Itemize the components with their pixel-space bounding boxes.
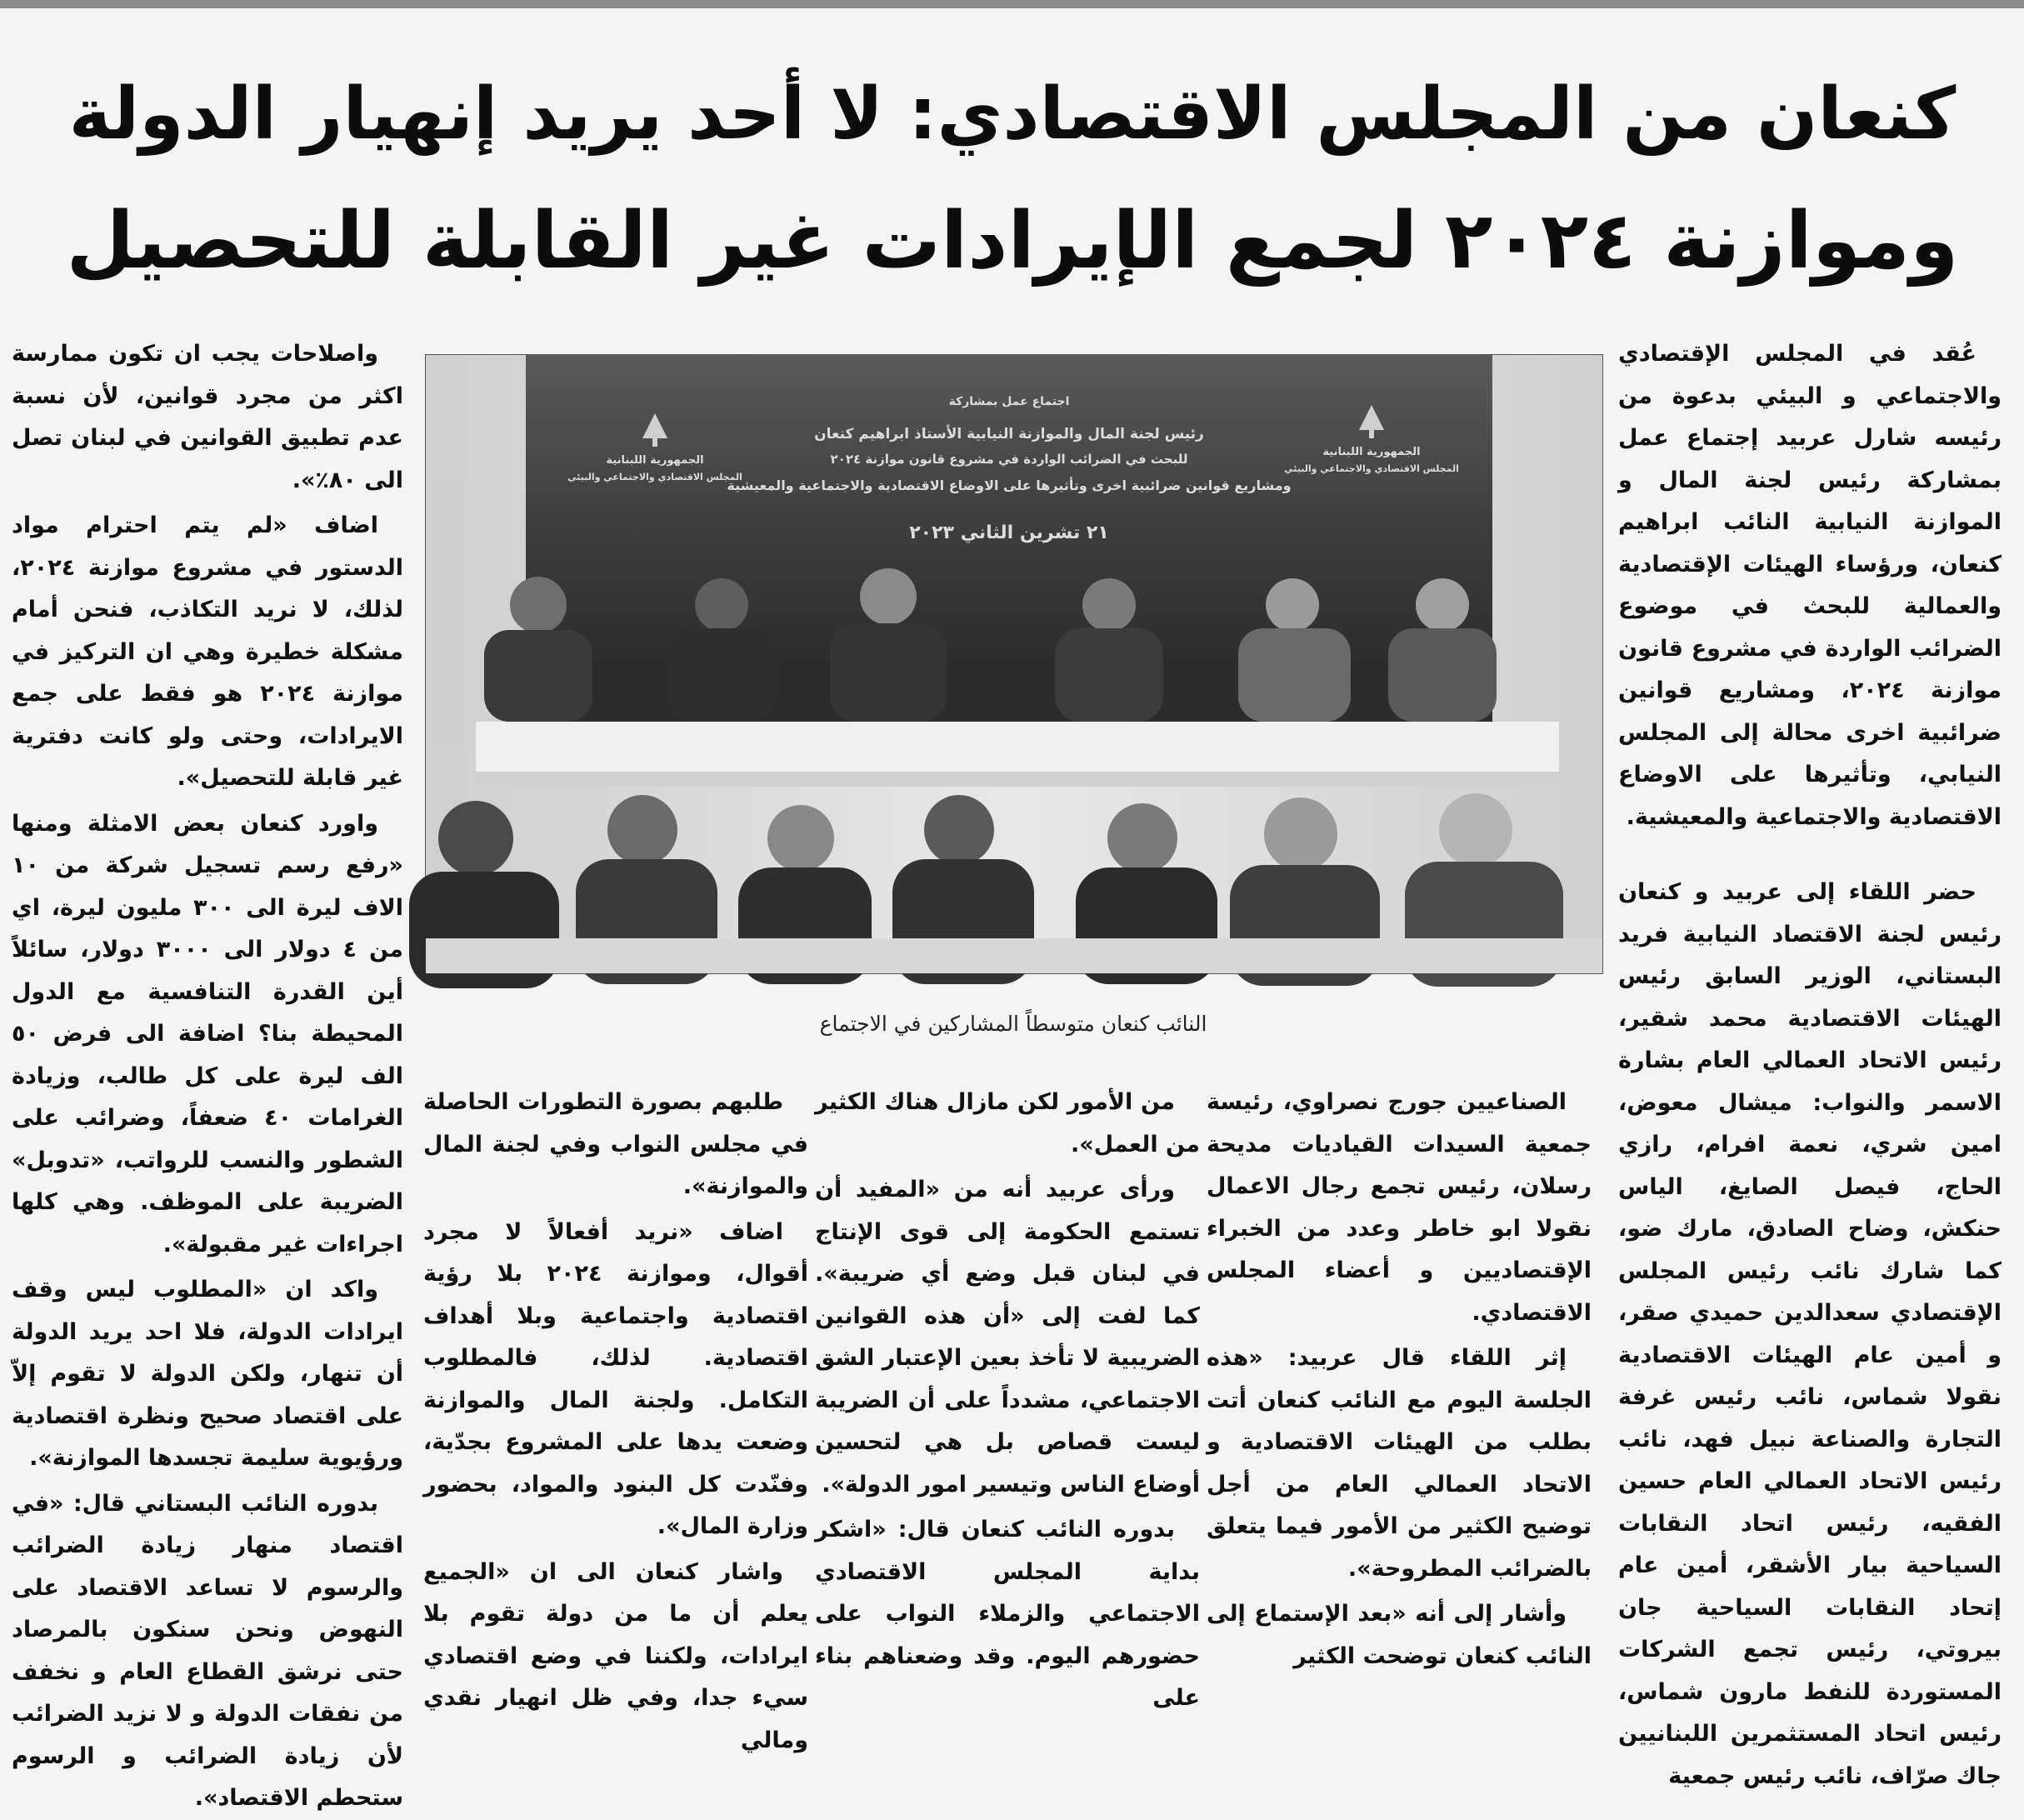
- paragraph: اضاف «نريد أفعالاً لا مجرد أقوال، وموازنة ٢٠٢٤ بلا رؤية اقتصادية واجتماعية وبلا أهداف اقتصادية. لذلك، فالمطلوب التكامل. ولجنة المال والموازنة وضعت يدها على المشروع بجدّية، وفنّدت كل البنود والمواد، بحضور وزارة المال».: [423, 1218, 809, 1539]
- paragraph: اضاف «لم يتم احترام مواد الدستور في مشروع موازنة ٢٠٢٤، لذلك، لا نريد التكاذب، فنحن أمام مشكلة خطيرة وهي ان التركيز في موازنة ٢٠٢٤ هو فقط على جمع الايرادات، وحتى ولو كانت دفترية غير قابلة للتحصيل».: [12, 512, 403, 791]
- article-column-middle-right: [1207, 1082, 1592, 1669]
- screen-logo-left: الجمهورية اللبنانية: [606, 454, 704, 467]
- article-column-left: [12, 333, 403, 1811]
- paragraph: طلبهم بصورة التطورات الحاصلة في مجلس النواب وفي لجنة المال والموازنة».: [423, 1089, 808, 1199]
- paragraph: ورأى عربيد أنه من «المفيد أن تستمع الحكومة إلى قوى الإنتاج في لبنان قبل وضع أي ضريبة». كما لفت إلى «أن هذه القوانين الضريبية لا تأخذ بعين الإعتبار الشق الاجتماعي، مشدداً على أن الضريبة ليست قصاص بل هي لتحسين أوضاع الناس وتيسير امور الدولة».: [815, 1177, 1200, 1498]
- screen-line-2: رئيس لجنة المال والموازنة النيابية الأستاذ ابراهيم كنعان: [814, 426, 1204, 442]
- screen-line-1: اجتماع عمل بمشاركة: [948, 395, 1070, 408]
- screen-line-4: ومشاريع قوانين ضرائبية اخرى وتأثيرها على الاوضاع الاقتصادية والاجتماعية والمعيشية: [727, 478, 1292, 493]
- paragraph: بدوره النائب كنعان قال: «اشكر بداية المجلس الاقتصادي الاجتماعي والزملاء النواب على حضورهم اليوم. وقد وضعناهم بناء على: [815, 1517, 1200, 1711]
- headline-line-1: كنعان من المجلس الاقتصادي: لا أحد يريد إنهيار الدولة: [68, 72, 1957, 156]
- paragraph: واورد كنعان بعض الامثلة ومنها «رفع رسم تسجيل شركة من ١٠ الاف ليرة الى ٣٠٠ مليون ليرة، اي من ٤ دولار الى ٣٠٠٠ دولار، سائلاً أين القدرة التنافسية مع الدول المحيطة بنا؟ اضافة الى فرض ٥٠ الف ليرة على كل طالب، وزيادة الغرامات ٤٠ ضعفاً، وضرائب على الشطور والنسب للرواتب، «تدوبل» الضريبة على الموظف. وهي كلها اجراءات غير مقبولة».: [12, 810, 403, 1258]
- screen-line-3: للبحث في الضرائب الواردة في مشروع قانون موازنة ٢٠٢٤: [830, 452, 1188, 467]
- top-rule: [0, 0, 2024, 8]
- screen-date: ٢١ تشرين الثاني ٢٠٢٣: [909, 522, 1109, 543]
- paragraph: واكد ان «المطلوب ليس وقف ايرادات الدولة، فلا احد يريد الدولة أن تنهار، ولكن الدولة لا تقوم إلاّ على اقتصاد صحيح ونظرة اقتصادية ورؤيوية سليمة تجسدها الموازنة».: [12, 1277, 403, 1471]
- paragraph: الصناعيين جورج نصراوي، رئيسة جمعية السيدات القياديات مديحة رسلان، رئيس تجمع رجال الاعمال نقولا ابو خاطر وعدد من الخبراء الإقتصاديين و أعضاء المجلس الاقتصادي.: [1207, 1089, 1592, 1326]
- panel-table: [476, 722, 1559, 772]
- headline-line-2: وموازنة ٢٠٢٤ لجمع الإيرادات غير القابلة للتحصيل: [66, 196, 1959, 287]
- paragraph: عُقد في المجلس الإقتصادي والاجتماعي و البيئي بدعوة من رئيسه شارل عربيد إجتماع عمل بمشاركة رئيس لجنة المال و الموازنة النيابية النائب ابراهيم كنعان، ورؤساء الهيئات الإقتصادية والعمالية للبحث في موضوع الضرائب الواردة في مشروع قانون موازنة ٢٠٢٤، ومشاريع قوانين ضرائبية اخرى محالة إلى المجلس النيابي، وتأثيرها على الاوضاع الاقتصادية والاجتماعية والمعيشية.: [1618, 341, 2002, 830]
- paragraph: حضر اللقاء إلى عربيد و كنعان رئيس لجنة الاقتصاد النيابية فريد البستاني، الوزير السابق رئيس الهيئات الاقتصادية محمد شقير، رئيس الاتحاد العمالي العام بشارة الاسمر والنواب: ميشال معوض، امين شري، نعمة افرام، رازي الحاج، فيصل الصايغ، الياس حنكش، وضاح الصادق، مارك ضو، كما شارك نائب رئيس المجلس الإقتصادي سعدالدين حميدي صقر، و أمين عام الهيئات الاقتصادية نقولا شماس، نائب رئيس غرفة التجارة والصناعة نبيل فهد، نائب رئيس الاتحاد العمالي العام حسين الفقيه، رئيس اتحاد النقابات السياحية بيار الأشقر، أمين عام إتحاد النقابات السياحية جان بيروتي، رئيس تجمع الشركات المستوردة للنفط مارون شماس، رئيس اتحاد المستثمرين اللبنانيين جاك صرّاف، نائب رئيس جمعية: [1618, 879, 2002, 1789]
- meeting-photo: [425, 354, 1603, 974]
- paragraph: بدوره النائب البستاني قال: «في اقتصاد منهار زيادة الضرائب والرسوم لا تساعد الاقتصاد على النهوض ونحن سنكون بالمرصاد حتى نرشق القطاع العام و نخفف من نفقات الدولة و لا نزيد الضرائب لأن زيادة الضرائب و الرسوم ستحطم الاقتصاد».: [12, 1490, 403, 1811]
- screen-logo-right: الجمهورية اللبنانية: [1322, 446, 1421, 458]
- screen-logo-left-sub: المجلس الاقتصادي والاجتماعي والبيئي: [567, 472, 742, 482]
- article-column-middle-left: [423, 1082, 809, 1753]
- paragraph: واشار كنعان الى ان «الجميع يعلم أن ما من دولة تقوم بلا ايرادات، ولكننا في وضع اقتصادي سيء جدا، وفي ظل انهيار نقدي ومالي: [423, 1558, 808, 1753]
- article-column-right: [1618, 333, 2002, 1789]
- photo-caption: النائب كنعان متوسطاً المشاركين في الاجتماع: [819, 1012, 1207, 1036]
- paragraph: وأشار إلى أنه «بعد الإستماع إلى النائب كنعان توضحت الكثير: [1207, 1601, 1592, 1669]
- paragraph: من الأمور لكن مازال هناك الكثير من العمل».: [815, 1089, 1200, 1158]
- article-column-middle: [815, 1082, 1200, 1711]
- paragraph: إثر اللقاء قال عربيد: «هذه الجلسة اليوم مع النائب كنعان أتت بطلب من الهيئات الاقتصادية و الاتحاد العمالي العام من أجل توضيح الكثير من الأمور فيما يتعلق بالضرائب المطروحة».: [1207, 1345, 1592, 1582]
- paragraph: واصلاحات يجب ان تكون ممارسة اكثر من مجرد قوانين، لأن نسبة عدم تطبيق القوانين في لبنان تصل الى ٨٠٪».: [12, 341, 403, 493]
- screen-logo-right-sub: المجلس الاقتصادي والاجتماعي والبيئي: [1284, 463, 1459, 474]
